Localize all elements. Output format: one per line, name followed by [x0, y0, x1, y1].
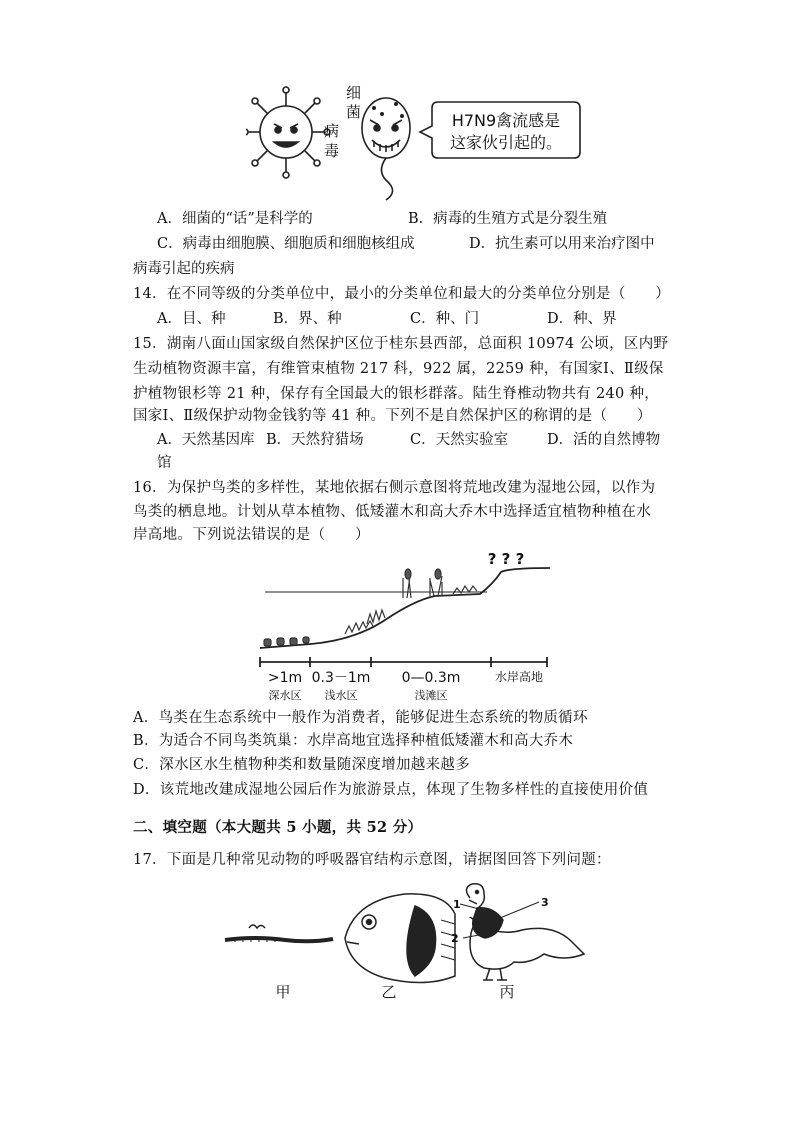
q13-option-d-cont: 病毒引起的疾病: [133, 261, 235, 277]
q13-option-a: A．细菌的“话”是科学的: [157, 211, 313, 227]
q15-option-d: D．活的自然博物: [547, 432, 661, 448]
q16-option-d: D．该荒地改建成湿地公园后作为旅游景点，体现了生物多样性的直接使用价值: [133, 782, 649, 798]
depth-label-shoal: 0—0.3m: [401, 670, 461, 686]
q15-option-c: C．天然实验室: [410, 432, 509, 448]
q16-stem-line-2: 鸟类的栖息地。计划从草本植物、低矮灌木和高大乔木中选择适宜植物种植在水: [133, 504, 651, 520]
q13-option-c: C．病毒由细胞膜、细胞质和细胞核组成: [157, 236, 415, 252]
virus-bacteria-cartoon: [246, 84, 586, 204]
q14-option-c: C．种、门: [410, 311, 480, 327]
depth-label-deep: >1m: [267, 670, 303, 686]
q16-stem-line-3: 岸高地。下列说法错误的是（ ）: [133, 527, 370, 543]
zone-label-shoal: 浅滩区: [414, 689, 448, 702]
q15-stem-line-2: 生动植物资源丰富，有维管束植物 217 科，922 属，2259 种，有国家Ⅰ、Ⅱ级保: [133, 361, 664, 377]
q16-option-c: C．深水区水生植物种类和数量随深度增加越来越多: [133, 757, 470, 773]
speech-line-2: 这家伙引起的。: [449, 133, 563, 152]
q16-option-a: A．鸟类在生态系统中一般作为消费者，能够促进生态系统的物质循环: [133, 710, 588, 726]
q15-stem-line-4: 国家Ⅰ、Ⅱ级保护动物金钱豹等 41 种。下列不是自然保护区的称谓的是（ ）: [133, 408, 652, 424]
label-jia: 甲: [275, 983, 291, 1001]
zone-label-deep: 深水区: [268, 689, 302, 702]
q14-option-b: B．界、种: [273, 311, 342, 327]
q17-stem: 17．下面是几种常见动物的呼吸器官结构示意图，请据图回答下列问题：: [133, 852, 611, 868]
label-yi: 乙: [381, 983, 397, 1001]
q15-option-d-cont: 馆: [157, 455, 172, 471]
section-2-title: 二、填空题（本大题共 5 小题，共 52 分）: [133, 819, 423, 836]
aquatic-plants: [264, 569, 477, 646]
q14-option-d: D．种、界: [547, 311, 617, 327]
q16-option-b: B．为适合不同鸟类筑巢：水岸高地宜选择种植低矮灌木和高大乔木: [133, 733, 574, 749]
respiratory-organs-figure: [215, 880, 595, 1005]
fish-drawing: [345, 894, 455, 983]
bacteria-drawing: [362, 98, 410, 200]
q13-option-d: D．抗生素可以用来治疗图中: [469, 236, 655, 252]
terrain-profile: [260, 568, 550, 648]
virus-drawing: [246, 87, 330, 178]
zone-label-shallow: 浅水区: [324, 689, 358, 702]
wetland-diagram: [255, 544, 555, 704]
bird-number-2: 2: [451, 932, 459, 945]
q15-stem-line-1: 15．湖南八面山国家级自然保护区位于桂东县西部，总面积 10974 公顷，区内野: [133, 336, 669, 352]
label-bing: 丙: [499, 983, 515, 1001]
q13-option-b: B．病毒的生殖方式是分裂生殖: [408, 211, 608, 227]
q14-stem: 14．在不同等级的分类单位中，最小的分类单位和最大的分类单位分别是（ ）: [133, 286, 671, 302]
speech-line-1: H7N9禽流感是: [451, 111, 561, 130]
bird-number-3: 3: [541, 896, 549, 909]
earthworm-drawing: [225, 925, 333, 942]
bacteria-label-2: 菌: [346, 103, 362, 121]
depth-label-shallow: 0.3－1m: [311, 670, 371, 686]
question-marks: ? ? ?: [487, 550, 525, 568]
q15-stem-line-3: 护植物银杉等 21 种，保存有全国最大的银杉群落。陆生脊椎动物共有 240 种，: [133, 386, 660, 402]
bacteria-label-1: 细: [346, 84, 362, 102]
q15-option-b: B．天然狩猎场: [266, 432, 364, 448]
virus-label-1: 病: [324, 122, 340, 140]
q16-stem-line-1: 16．为保护鸟类的多样性，某地依据右侧示意图将荒地改建为湿地公园，以作为: [133, 480, 656, 496]
bird-number-1: 1: [453, 898, 461, 911]
q14-option-a: A．目、种: [157, 311, 226, 327]
q15-option-a: A．天然基因库: [157, 432, 255, 448]
virus-label-2: 毒: [324, 142, 340, 160]
zone-label-highland: 水岸高地: [494, 670, 544, 684]
bird-drawing: [466, 884, 584, 980]
